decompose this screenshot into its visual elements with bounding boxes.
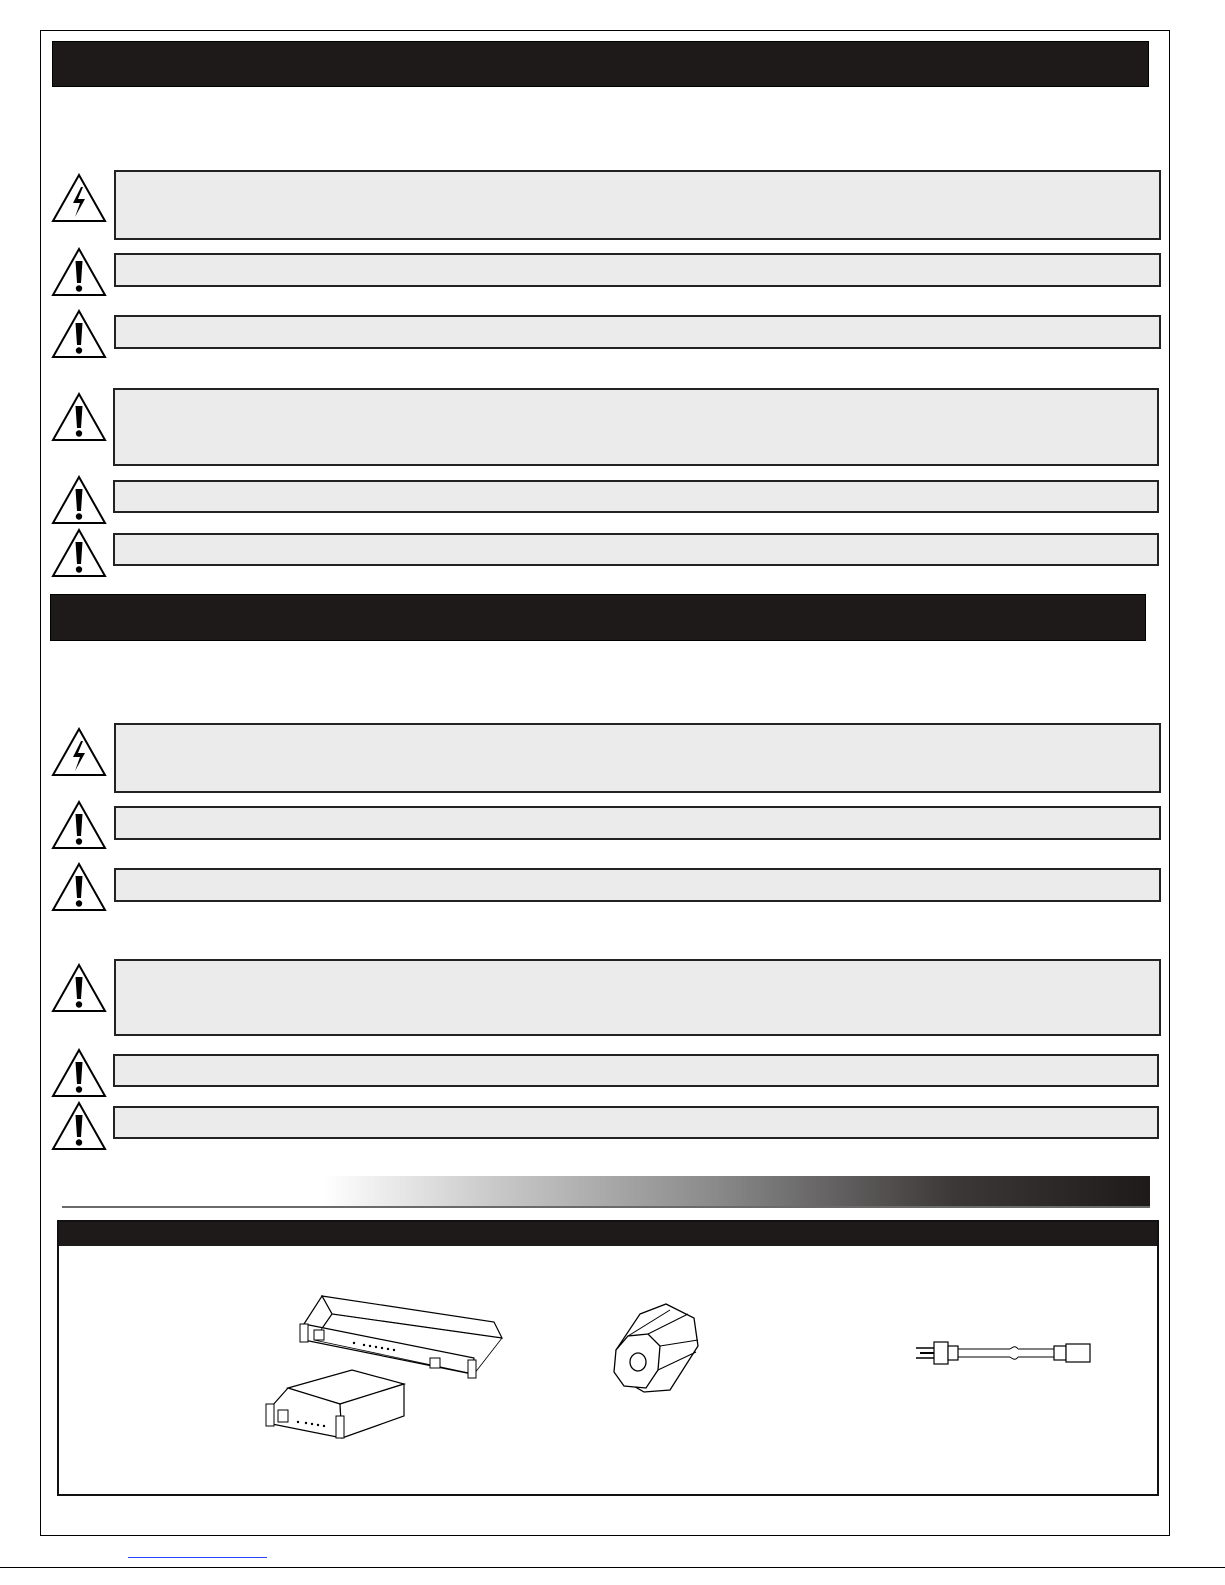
exclamation-warning-icon	[51, 1048, 107, 1098]
exclamation-warning-icon	[51, 862, 107, 912]
electric-shock-warning-icon	[51, 727, 107, 777]
warning-box-caution-10	[113, 1106, 1159, 1139]
section-2-header	[50, 594, 1146, 641]
exclamation-warning-icon	[51, 528, 107, 578]
exclamation-warning-icon	[51, 247, 107, 297]
electric-shock-warning-icon	[51, 173, 107, 223]
warning-box-caution-6	[114, 806, 1161, 840]
warning-box-caution-4	[113, 480, 1159, 513]
warning-box-shock-1	[114, 170, 1161, 240]
ferrite-core-illustration	[610, 1300, 705, 1405]
package-contents-header	[59, 1222, 1157, 1246]
exclamation-warning-icon	[51, 309, 107, 359]
warning-box-caution-1	[114, 253, 1161, 287]
gradient-banner	[62, 1176, 1150, 1206]
exclamation-warning-icon	[51, 800, 107, 850]
warning-box-caution-9	[113, 1054, 1159, 1087]
warning-box-caution-5	[113, 533, 1159, 566]
warning-box-caution-2	[114, 315, 1161, 349]
warning-box-caution-3	[113, 388, 1159, 466]
section-1-header	[52, 41, 1149, 87]
exclamation-warning-icon	[51, 475, 107, 525]
warning-box-caution-7	[114, 868, 1161, 902]
footer-link-underline[interactable]	[128, 1557, 267, 1558]
exclamation-warning-icon	[51, 963, 107, 1013]
warning-box-caution-8	[114, 959, 1161, 1036]
rack-mount-power-conditioner-illustration	[262, 1288, 512, 1453]
ac-power-cord-illustration	[914, 1338, 1094, 1375]
warning-box-shock-2	[114, 723, 1161, 793]
footer-rule	[0, 1567, 1225, 1568]
exclamation-warning-icon	[51, 1101, 107, 1151]
exclamation-warning-icon	[51, 392, 107, 442]
